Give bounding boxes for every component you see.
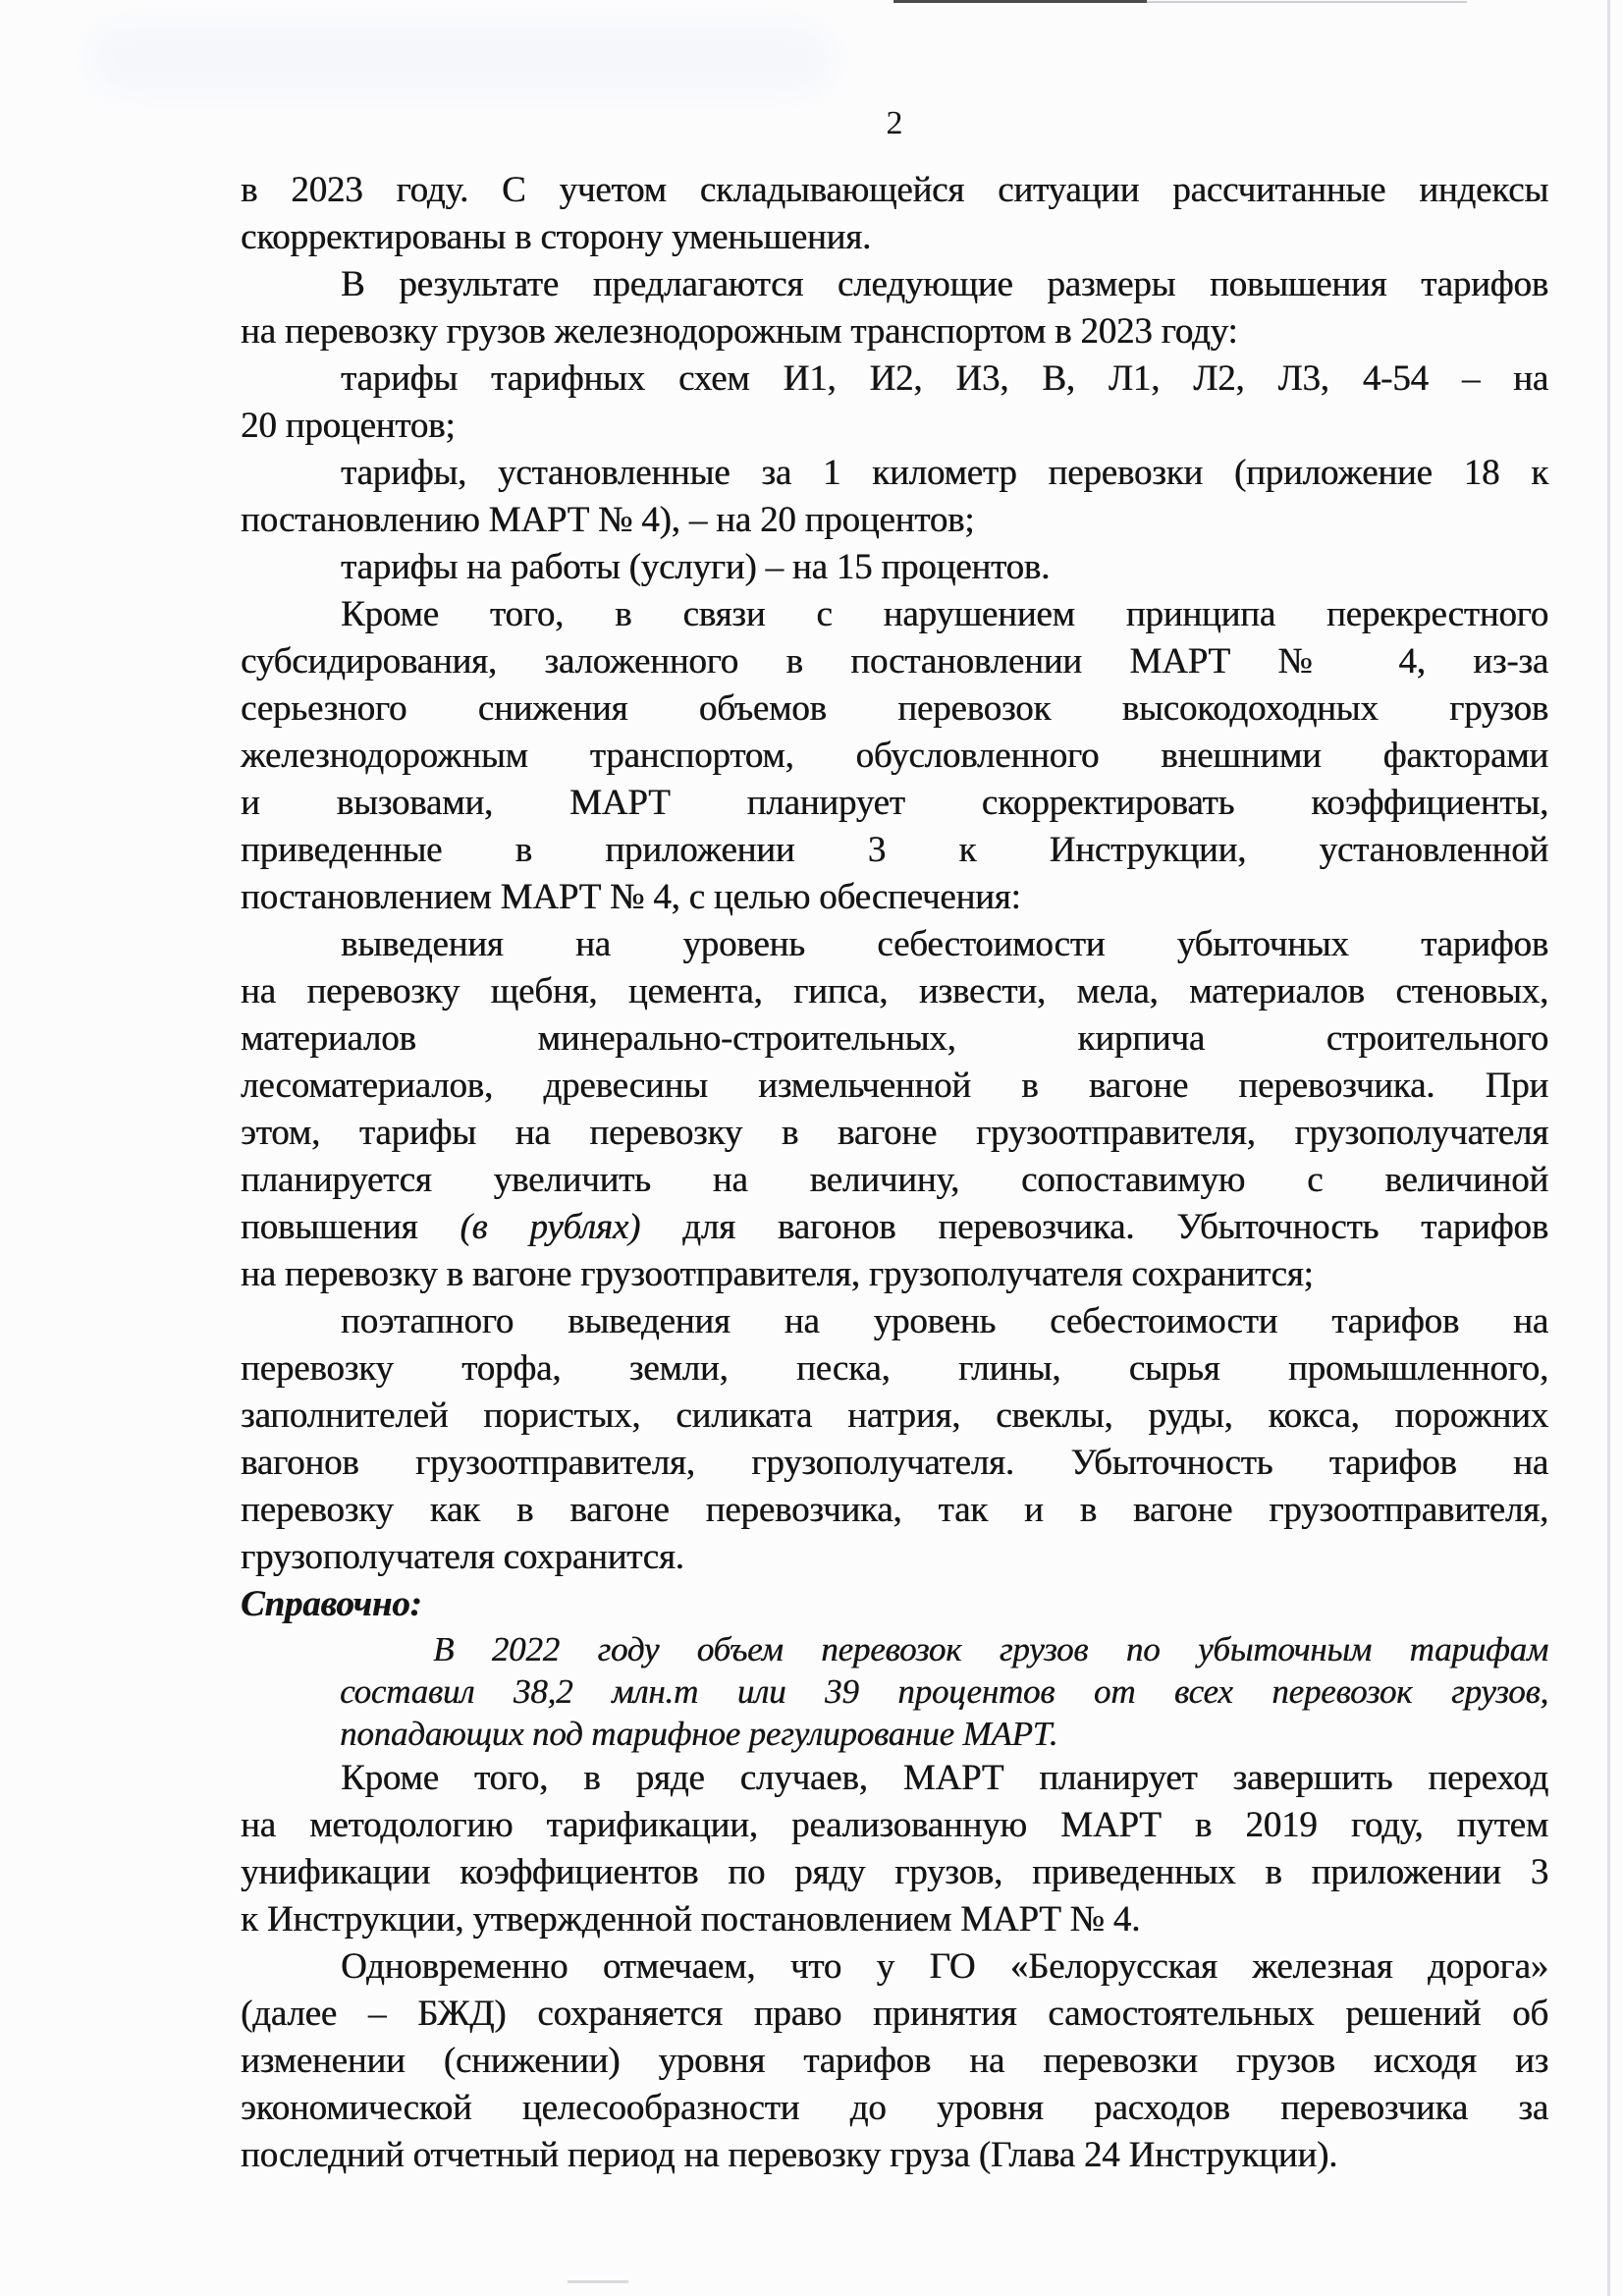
text-line: экономической целесообразности до уровня расходов перевозчика за (241, 2088, 1548, 2128)
text-line: скорректированы в сторону уменьшения. (241, 217, 871, 257)
text-line: поэтапного выведения на уровень себестоимости тарифов на (341, 1301, 1548, 1341)
text-line: тарифы, установленные за 1 километр перевозки (приложение 18 к (341, 453, 1548, 493)
scan-edge-artifact-top-light (1147, 1, 1467, 3)
text-line: тарифы тарифных схем И1, И2, И3, В, Л1, Л2, Л3, 4-54 – на (341, 358, 1548, 399)
text-line: в 2023 году. С учетом складывающейся ситуации рассчитанные индексы (241, 170, 1548, 210)
paragraph-tariff-per-km (241, 450, 1548, 544)
text-line: серьезного снижения объемов перевозок высокодоходных грузов (241, 688, 1548, 729)
text-line: грузополучателя сохранится. (241, 1537, 684, 1577)
text-line: вагонов грузоотправителя, грузополучателя. Убыточность тарифов на (241, 1443, 1548, 1483)
text-line: перевозку как в вагоне перевозчика, так и в вагоне грузоотправителя, (241, 1490, 1548, 1530)
text-line: унификации коэффициентов по ряду грузов, приведенных в приложении 3 (241, 1852, 1548, 1892)
scan-edge-artifact-top (893, 0, 1147, 3)
text-line: на методологию тарификации, реализованную МАРТ в 2019 году, путем (241, 1805, 1548, 1845)
text-line: постановлению МАРТ № 4), – на 20 процентов; (241, 500, 975, 540)
text-line: субсидирования, заложенного в постановлении МАРТ № 4, из-за (241, 641, 1548, 682)
text-line: заполнителей пористых, силиката натрия, свеклы, руды, кокса, порожних (241, 1395, 1548, 1436)
text-line: и вызовами, МАРТ планирует скорректировать коэффициенты, (241, 783, 1548, 823)
paragraph-tariff-services (241, 544, 1548, 591)
text-segment: повышения (241, 1207, 460, 1247)
text-line: перевозку торфа, земли, песка, глины, сырья промышленного, (241, 1348, 1548, 1389)
text-line: планируется увеличить на величину, сопоставимую с величиной (241, 1160, 1548, 1200)
text-line (241, 1204, 1548, 1251)
paragraph-loss-making-tariffs (241, 921, 1548, 1298)
scan-tint-artifact (88, 25, 835, 93)
text-segment: для вагонов перевозчика. Убыточность тарифов (640, 1207, 1548, 1247)
text-line: постановлением МАРТ № 4, с целью обеспечения: (241, 877, 1021, 917)
text-line: Справочно: (241, 1584, 422, 1624)
paragraph-staged-tariffs (241, 1298, 1548, 1581)
text-line: железнодорожным транспортом, обусловленного внешними факторами (241, 736, 1548, 776)
text-line: В 2022 году объем перевозок грузов по убыточным тарифам (433, 1630, 1548, 1668)
paragraph-methodology (241, 1755, 1548, 1943)
document-body (241, 167, 1548, 2179)
text-line: 20 процентов; (241, 406, 456, 446)
paragraph-result (241, 261, 1548, 355)
text-line: В результате предлагаются следующие размеры повышения тарифов (341, 264, 1548, 304)
text-line: на перевозку щебня, цемента, гипса, извести, мела, материалов стеновых, (241, 971, 1548, 1011)
page-edge-line (1607, 0, 1610, 2296)
text-line: Кроме того, в ряде случаев, МАРТ планирует завершить переход (341, 1758, 1548, 1798)
italic-text-segment: (в рублях) (460, 1207, 641, 1247)
text-line: попадающих под тарифное регулирование МАРТ. (340, 1715, 1058, 1753)
text-line: тарифы на работы (услуги) – на 15 процентов. (341, 547, 1051, 587)
text-line: изменении (снижении) уровня тарифов на перевозки грузов исходя из (241, 2041, 1548, 2081)
text-line: Одновременно отмечаем, что у ГО «Белорусская железная дорога» (341, 1946, 1548, 1987)
text-line: к Инструкции, утвержденной постановлением МАРТ № 4. (241, 1899, 1141, 1940)
paragraph-cross-subsidies (241, 591, 1548, 921)
paragraph-bzd-rights (241, 1943, 1548, 2179)
text-line: последний отчетный период на перевозку груза (Глава 24 Инструкции). (241, 2135, 1338, 2175)
text-line: выведения на уровень себестоимости убыточных тарифов (341, 924, 1548, 964)
note-body (340, 1628, 1548, 1755)
text-line: (далее – БЖД) сохраняется право принятия самостоятельных решений об (241, 1994, 1548, 2034)
text-line: этом, тарифы на перевозку в вагоне грузоотправителя, грузополучателя (241, 1113, 1548, 1153)
paragraph-intro-continuation (241, 167, 1548, 261)
text-line: составил 38,2 млн.т или 39 процентов от всех перевозок грузов, (340, 1672, 1548, 1711)
text-line: на перевозку грузов железнодорожным транспортом в 2023 году: (241, 311, 1238, 352)
text-line: Кроме того, в связи с нарушением принципа перекрестного (341, 594, 1548, 634)
text-line: материалов минерально-строительных, кирпича строительного (241, 1018, 1548, 1059)
text-line: на перевозку в вагоне грузоотправителя, грузополучателя сохранится; (241, 1254, 1314, 1294)
note-heading (241, 1581, 1548, 1628)
page-number: 2 (886, 105, 903, 141)
scan-smudge-bottom (568, 2280, 628, 2283)
text-line: лесоматериалов, древесины измельченной в вагоне перевозчика. При (241, 1066, 1548, 1106)
paragraph-tariff-schemes (241, 355, 1548, 450)
text-line: приведенные в приложении 3 к Инструкции, установленной (241, 830, 1548, 870)
